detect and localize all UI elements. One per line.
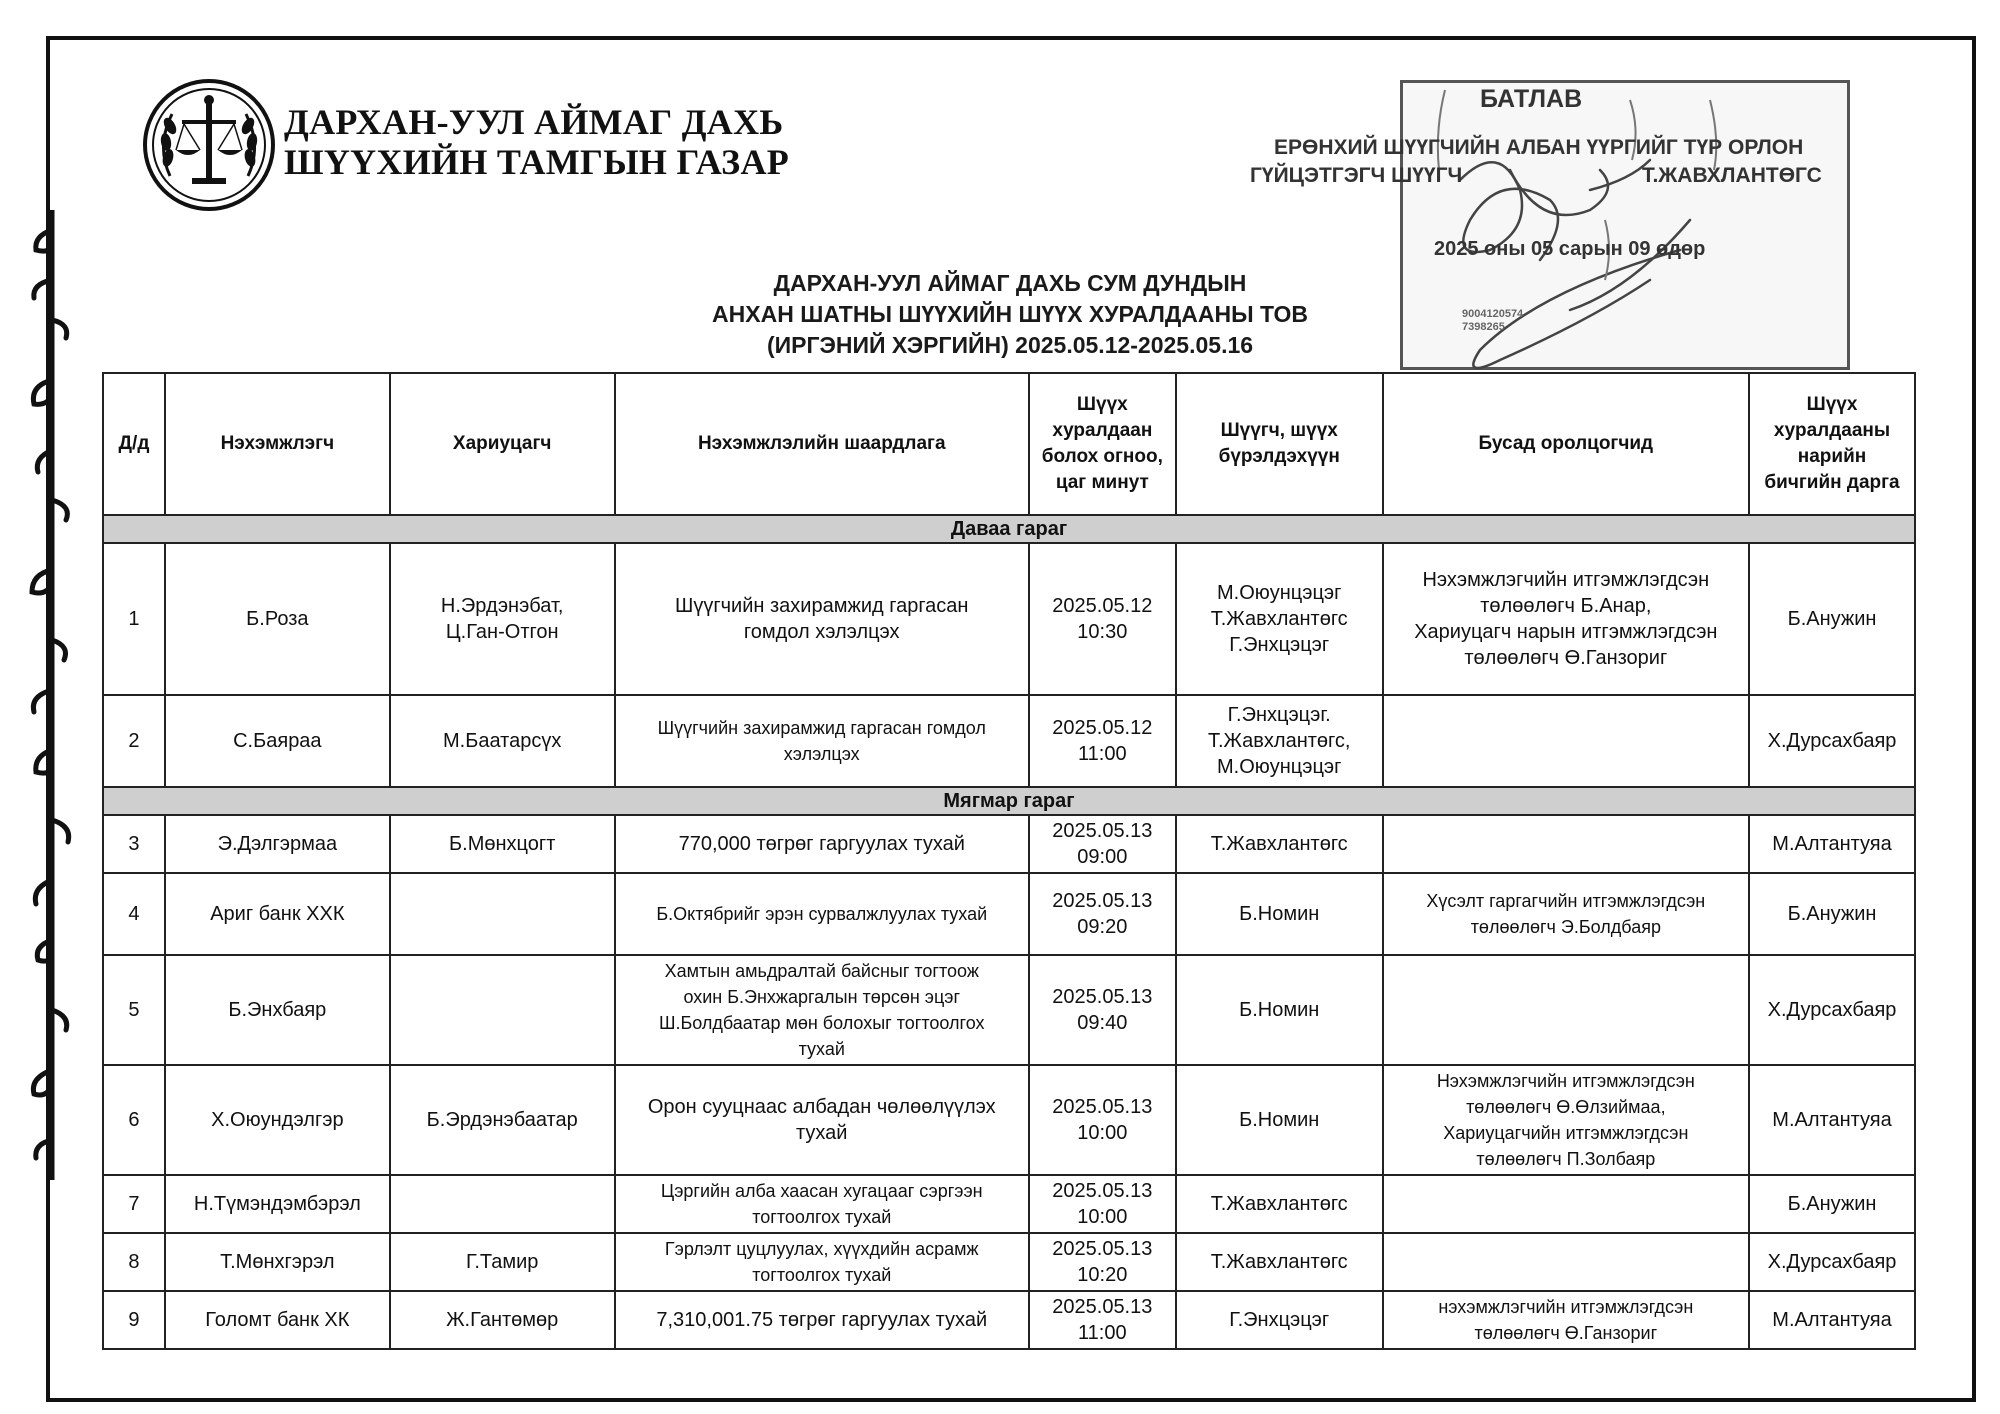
cell-plaintiff: Т.Мөнхгэрэл [165,1233,390,1291]
cell-line: Орон сууцнаас албадан чөлөөлүүлэх [647,1096,996,1118]
table-body [103,515,1915,1349]
cell-line: Т.Жавхлантөгс [1210,1193,1348,1215]
cell-line: Нэхэмжлэгчийн итгэмжлэгдсэн [1422,569,1710,591]
cell-claim [615,1175,1029,1233]
header-secretary [1749,373,1915,515]
cell-line: Хариуцагч нарын итгэмжлэгдсэн [1414,621,1718,643]
cell-line: хуралдааны [1773,420,1891,441]
cell-line: төлөөлөгч П.Золбаяр [1476,1149,1656,1169]
document-title-line1: ДАРХАН-УУЛ АЙМАГ ДАХЬ СУМ ДУНДЫН [773,270,1247,296]
cell-participants [1383,1065,1749,1175]
cell-line: Нэхэмжлэгчийн итгэмжлэгдсэн [1436,1071,1695,1091]
cell-claim [615,543,1029,695]
cell-plaintiff: Х.Оюундэлгэр [165,1065,390,1175]
hearing-time: 09:40 [1077,1012,1128,1034]
cell-datetime [1029,1233,1176,1291]
cell-num: 5 [103,955,165,1065]
cell-line: нэхэмжлэгчийн итгэмжлэгдсэн [1438,1297,1694,1317]
cell-line: Б.Номин [1239,999,1320,1021]
cell-plaintiff: Ариг банк ХХК [165,873,390,955]
cell-line: Шүүгч, шүүх [1220,420,1338,441]
cell-datetime [1029,1065,1176,1175]
cell-participants [1383,873,1749,955]
cell-judges [1176,873,1383,955]
cell-line: Б.Октябрийг эрэн сурвалжлуулах тухай [656,904,988,924]
cell-defendant [390,1065,615,1175]
cell-line: Б.Номин [1239,903,1320,925]
hearing-date: 2025.05.13 [1052,1296,1153,1318]
cell-line: бүрэлдэхүүн [1218,446,1340,467]
cell-judges [1176,1233,1383,1291]
cell-line: М.Оюунцэцэг [1216,582,1342,604]
approval-position-line2: ГҮЙЦЭТГЭГЧ ШҮҮГЧ [1250,164,1463,187]
hearing-time: 09:20 [1077,916,1128,938]
hearing-time: 11:00 [1078,743,1127,765]
header-datetime [1029,373,1176,515]
cell-line: Хамтын амьдралтай байсныг тогтоож [664,961,979,981]
cell-num: 9 [103,1291,165,1349]
cell-line: төлөөлөгч Ө.Өлзиймаа, [1466,1097,1666,1117]
cell-line: нарийн [1797,446,1867,467]
stamp-number-2: 7398265 [1462,321,1505,333]
cell-claim [615,815,1029,873]
cell-secretary: Х.Дурсахбаяр [1749,695,1915,787]
cell-judges [1176,1291,1383,1349]
cell-datetime [1029,815,1176,873]
table-row [103,815,1915,873]
cell-num: 4 [103,873,165,955]
hearing-date: 2025.05.12 [1052,595,1153,617]
cell-line: Шүүх [1076,394,1128,415]
cell-participants [1383,815,1749,873]
cell-claim [615,955,1029,1065]
cell-num: 7 [103,1175,165,1233]
hearing-date: 2025.05.13 [1052,820,1153,842]
court-emblem-icon [140,76,278,214]
hearing-time: 10:20 [1077,1264,1128,1286]
cell-line: хуралдаан [1052,420,1153,441]
hearing-date: 2025.05.13 [1052,1180,1153,1202]
stamp-number-1: 9004120574 [1462,308,1524,320]
cell-line: Г.Энхцэцэг [1229,634,1330,656]
cell-plaintiff: Голомт банк ХК [165,1291,390,1349]
cell-defendant [390,1291,615,1349]
hearing-time: 11:00 [1078,1322,1127,1344]
cell-defendant [390,695,615,787]
header-defendant: Хариуцагч [390,373,615,515]
cell-secretary: Х.Дурсахбаяр [1749,1233,1915,1291]
cell-line: Т.Жавхлантөгс [1210,833,1348,855]
approval-date: 2025 оны 05 сарын 09 өдөр [1434,238,1706,260]
cell-judges [1176,1065,1383,1175]
cell-participants [1383,1291,1749,1349]
hearing-schedule-table [102,372,1916,1350]
cell-line: Б.Мөнхцогт [449,833,556,855]
mongolian-script-decoration [22,210,82,1180]
hearing-date: 2025.05.13 [1052,1238,1153,1260]
cell-judges [1176,1175,1383,1233]
table-row [103,1291,1915,1349]
cell-claim [615,695,1029,787]
cell-secretary: М.Алтантуяа [1749,1291,1915,1349]
cell-plaintiff: С.Баяраа [165,695,390,787]
cell-claim [615,1233,1029,1291]
cell-line: төлөөлөгч Ө.Ганзориг [1464,647,1668,669]
cell-line: Ж.Гантөмөр [446,1309,559,1331]
org-name-line2: ШҮҮХИЙН ТАМГЫН ГАЗАР [284,142,790,182]
cell-line: 7,310,001.75 төгрөг гаргуулах тухай [656,1309,988,1331]
table-row [103,1233,1915,1291]
cell-line: тухай [798,1039,845,1059]
cell-num: 2 [103,695,165,787]
cell-line: Хүсэлт гаргагчийн итгэмжлэгдсэн [1426,891,1706,911]
hearing-date: 2025.05.13 [1052,986,1153,1008]
cell-defendant [390,543,615,695]
cell-claim [615,1291,1029,1349]
cell-participants [1383,543,1749,695]
table-row [103,1175,1915,1233]
cell-plaintiff: Б.Роза [165,543,390,695]
table-row [103,873,1915,955]
cell-claim [615,1065,1029,1175]
cell-participants [1383,955,1749,1065]
cell-datetime [1029,955,1176,1065]
cell-line: Шүүгчийн захирамжид гаргасан [675,595,969,617]
cell-line: Шүүгчийн захирамжид гаргасан гомдол [657,718,986,738]
cell-participants [1383,1175,1749,1233]
cell-judges [1176,815,1383,873]
table-row [103,955,1915,1065]
day-label: Мягмар гараг [103,787,1915,815]
cell-line: хэлэлцэх [783,744,860,764]
cell-line: төлөөлөгч Ө.Ганзориг [1474,1323,1658,1343]
header-claim: Нэхэмжлэлийн шаардлага [615,373,1029,515]
cell-line: цаг минут [1055,472,1149,493]
cell-line: Б.Номин [1239,1109,1320,1131]
day-label: Даваа гараг [103,515,1915,543]
approval-title: БАТЛАВ [1480,85,1583,113]
table-row [103,695,1915,787]
cell-datetime [1029,873,1176,955]
cell-line: М.Баатарсүх [443,730,562,752]
cell-line: Г.Тамир [465,1251,539,1273]
cell-line: Гэрлэлт цуцлуулах, хүүхдийн асрамж [664,1239,979,1259]
cell-secretary: М.Алтантуяа [1749,815,1915,873]
hearing-time: 10:00 [1077,1206,1128,1228]
header-plaintiff: Нэхэмжлэгч [165,373,390,515]
document-title-line3: (ИРГЭНИЙ ХЭРГИЙН) 2025.05.12-2025.05.16 [766,332,1254,358]
table-row [103,1065,1915,1175]
header-num: Д/д [103,373,165,515]
table-header-row [103,373,1915,515]
hearing-time: 10:30 [1077,621,1128,643]
cell-judges [1176,695,1383,787]
cell-line: бичгийн дарга [1764,472,1900,493]
cell-secretary: Б.Анужин [1749,543,1915,695]
cell-defendant [390,1233,615,1291]
cell-line: гомдол хэлэлцэх [743,621,900,643]
cell-secretary: М.Алтантуяа [1749,1065,1915,1175]
document-title [590,268,1430,361]
cell-line: Хариуцагчийн итгэмжлэгдсэн [1443,1123,1689,1143]
cell-secretary: Б.Анужин [1749,873,1915,955]
cell-defendant [390,1175,615,1233]
cell-plaintiff: Н.Түмэндэмбэрэл [165,1175,390,1233]
header-participants: Бусад оролцогчид [1383,373,1749,515]
cell-num: 8 [103,1233,165,1291]
cell-defendant [390,815,615,873]
cell-line: тогтоолгох тухай [752,1265,892,1285]
stamp-number [1462,308,1523,334]
cell-line: болох огноо, [1041,446,1163,467]
hearing-date: 2025.05.12 [1052,717,1153,739]
cell-num: 6 [103,1065,165,1175]
cell-line: М.Оюунцэцэг [1216,756,1342,778]
hearing-time: 10:00 [1077,1122,1128,1144]
cell-datetime [1029,543,1176,695]
cell-claim [615,873,1029,955]
cell-num: 1 [103,543,165,695]
hearing-date: 2025.05.13 [1052,1096,1153,1118]
cell-line: охин Б.Энхжаргалын төрсөн эцэг [683,987,961,1007]
cell-judges [1176,543,1383,695]
cell-line: тухай [796,1122,848,1144]
cell-line: Н.Эрдэнэбат, [440,595,564,617]
cell-secretary: Х.Дурсахбаяр [1749,955,1915,1065]
cell-defendant [390,955,615,1065]
cell-line: Цэргийн алба хаасан хугацааг сэргээн [660,1181,983,1201]
cell-participants [1383,695,1749,787]
day-row-wednesday [103,787,1915,815]
organization-name [284,102,789,182]
cell-datetime [1029,1175,1176,1233]
org-name-line1: ДАРХАН-УУЛ АЙМАГ ДАХЬ [284,102,784,142]
cell-line: 770,000 төгрөг гаргуулах тухай [678,833,965,855]
cell-line: Т.Жавхлантөгс [1210,1251,1348,1273]
cell-line: Г.Энхцэцэг. [1227,704,1331,726]
cell-line: Т.Жавхлантөгс, [1207,730,1351,752]
table-row [103,543,1915,695]
cell-datetime [1029,695,1176,787]
cell-defendant [390,873,615,955]
header-judges [1176,373,1383,515]
day-row-monday [103,515,1915,543]
cell-participants [1383,1233,1749,1291]
cell-plaintiff: Б.Энхбаяр [165,955,390,1065]
hearing-time: 09:00 [1077,846,1128,868]
cell-num: 3 [103,815,165,873]
approval-position-line1: ЕРӨНХИЙ ШҮҮГЧИЙН АЛБАН ҮҮРГИЙГ ТҮР ОРЛОН [1274,136,1804,159]
cell-line: төлөөлөгч Б.Анар, [1480,595,1652,617]
document-title-line2: АНХАН ШАТНЫ ШҮҮХИЙН ШҮҮХ ХУРАЛДААНЫ ТОВ [712,301,1308,327]
cell-plaintiff: Э.Дэлгэрмаа [165,815,390,873]
cell-line: Г.Энхцэцэг [1229,1309,1330,1331]
cell-datetime [1029,1291,1176,1349]
cell-line: Б.Эрдэнэбаатар [426,1109,578,1131]
hearing-date: 2025.05.13 [1052,890,1153,912]
cell-line: тогтоолгох тухай [752,1207,892,1227]
cell-line: төлөөлөгч Э.Болдбаяр [1470,917,1661,937]
cell-line: Ц.Ган-Отгон [445,621,559,643]
cell-line: Ш.Болдбаатар мөн болохыг тогтоолгох [658,1013,985,1033]
approval-signer-name: Т.ЖАВХЛАНТӨГС [1642,164,1822,187]
cell-judges [1176,955,1383,1065]
cell-line: Шүүх [1806,394,1858,415]
cell-line: Т.Жавхлантөгс [1210,608,1348,630]
cell-secretary: Б.Анужин [1749,1175,1915,1233]
